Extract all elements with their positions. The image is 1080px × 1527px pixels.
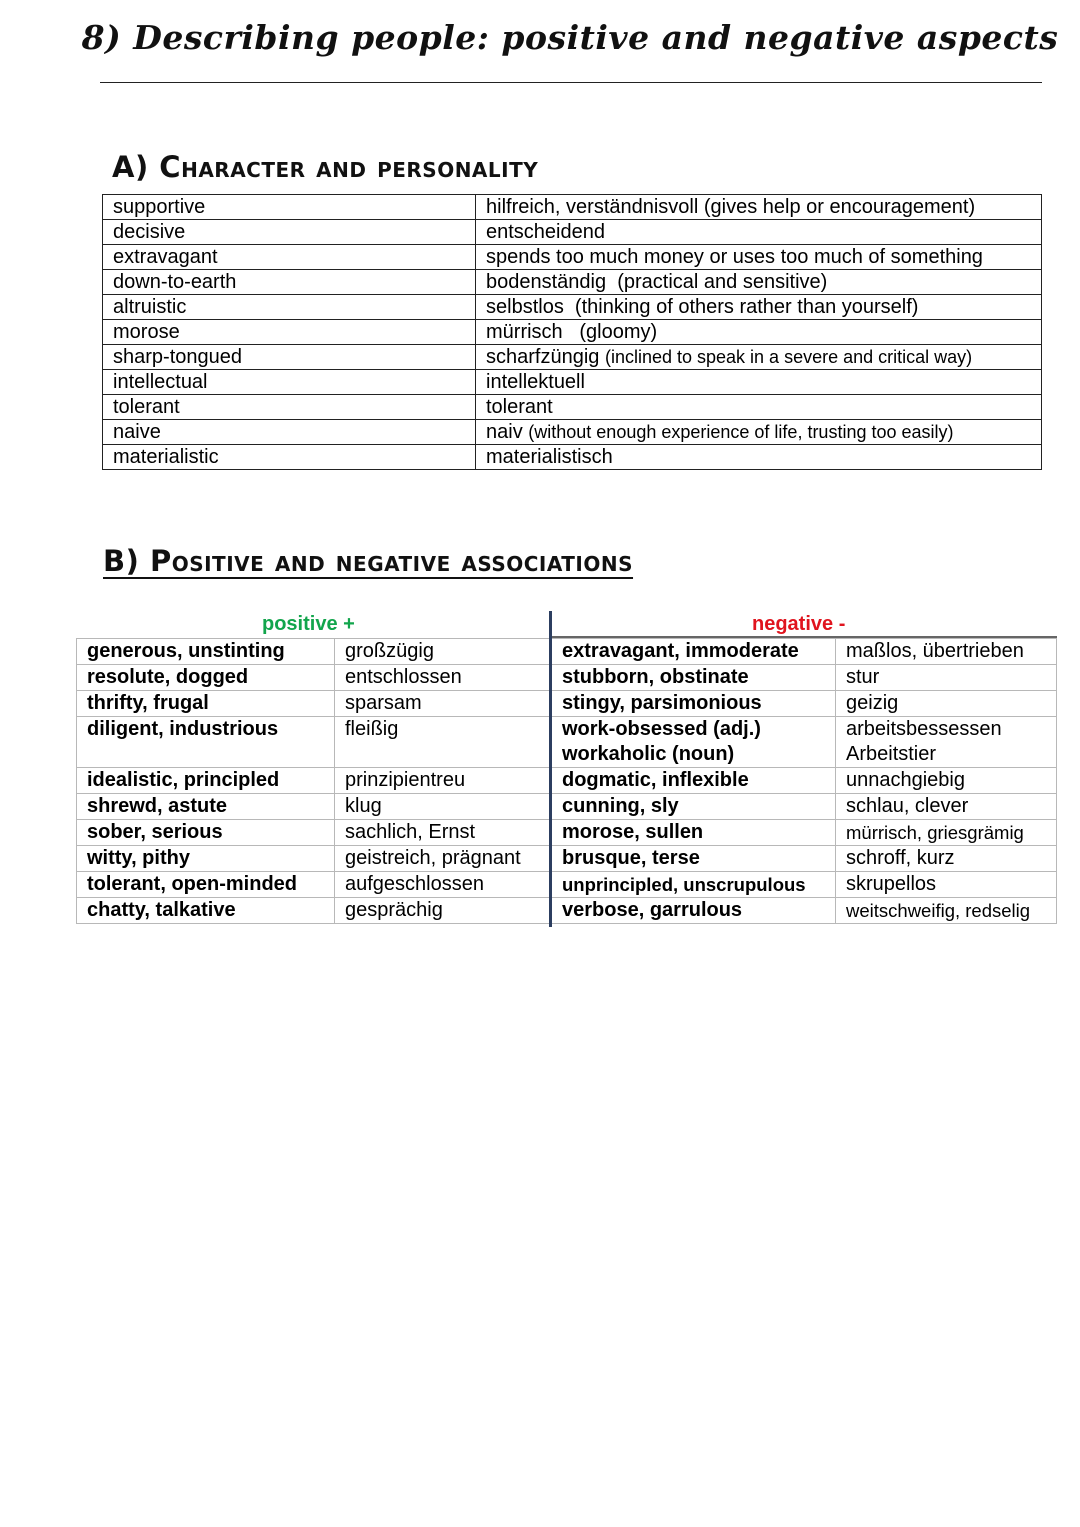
section-b-heading: B) Positive and negative associations xyxy=(103,544,634,578)
positive-german-cell-text: fleißig xyxy=(345,718,399,740)
section-a-heading: A) Character and personality xyxy=(112,150,539,184)
negative-german-cell-text: stur xyxy=(846,666,880,688)
positive-german-cell xyxy=(335,665,552,691)
table-row xyxy=(77,794,1057,820)
positive-english-cell xyxy=(77,768,335,794)
table-row xyxy=(77,665,1057,691)
meaning-text: intellektuell xyxy=(486,371,585,393)
negative-german-cell xyxy=(836,665,1057,691)
meaning-cell xyxy=(476,420,1042,445)
meaning-text: entscheidend xyxy=(486,221,605,243)
positive-english-cell-text: chatty, talkative xyxy=(87,899,236,921)
positive-english-cell-text: resolute, dogged xyxy=(87,666,249,688)
positive-german-cell xyxy=(335,820,552,846)
positive-english-cell xyxy=(77,820,335,846)
meaning-cell xyxy=(476,295,1042,320)
table-row xyxy=(103,270,1042,295)
negative-english-cell-text: dogmatic, inflexible xyxy=(562,769,749,791)
positive-english-cell-text: generous, unstinting xyxy=(87,640,285,662)
character-personality-table xyxy=(102,194,1042,470)
negative-german-cell xyxy=(836,794,1057,820)
negative-german-cell xyxy=(836,639,1057,665)
negative-german-cell xyxy=(836,898,1057,924)
meaning-cell xyxy=(476,195,1042,220)
negative-german-cell-text: arbeitsbessessen xyxy=(846,718,1002,740)
negative-english-cell-text-2: workaholic (noun) xyxy=(562,743,735,765)
negative-english-cell xyxy=(552,794,836,820)
positive-english-cell xyxy=(77,717,335,768)
positive-german-cell xyxy=(335,898,552,924)
table-row xyxy=(103,220,1042,245)
table-row xyxy=(103,370,1042,395)
positive-german-cell-text: sparsam xyxy=(345,692,422,714)
negative-english-cell xyxy=(552,717,836,768)
negative-english-cell-text: stingy, parsimonious xyxy=(562,692,762,714)
negative-german-cell-text: unnachgiebig xyxy=(846,769,965,791)
term-cell: morose xyxy=(103,320,476,345)
table-row xyxy=(77,768,1057,794)
table-row xyxy=(103,420,1042,445)
table-row xyxy=(103,345,1042,370)
positive-german-cell xyxy=(335,846,552,872)
negative-german-cell-text: weitschweifig, redselig xyxy=(846,900,1031,921)
positive-german-cell-text: großzügig xyxy=(345,640,434,662)
negative-german-cell-text: mürrisch, griesgrämig xyxy=(846,822,1024,843)
table-row xyxy=(103,245,1042,270)
positive-german-cell-text: prinzipientreu xyxy=(345,769,466,791)
positive-english-cell-text: sober, serious xyxy=(87,821,223,843)
negative-german-cell-text: geizig xyxy=(846,692,899,714)
positive-column-label: positive + xyxy=(262,613,355,635)
negative-english-cell-text: brusque, terse xyxy=(562,847,700,869)
negative-german-cell-text: skrupellos xyxy=(846,873,937,895)
table-row xyxy=(103,445,1042,470)
table-row xyxy=(77,639,1057,665)
negative-german-cell-text: maßlos, übertrieben xyxy=(846,640,1024,662)
meaning-cell xyxy=(476,220,1042,245)
table-row xyxy=(103,320,1042,345)
negative-german-cell xyxy=(836,691,1057,717)
positive-german-cell xyxy=(335,639,552,665)
term-cell: tolerant xyxy=(103,395,476,420)
negative-english-cell-text: verbose, garrulous xyxy=(562,899,743,921)
term-cell: decisive xyxy=(103,220,476,245)
table-row xyxy=(77,717,1057,768)
term-cell: materialistic xyxy=(103,445,476,470)
meaning-cell xyxy=(476,270,1042,295)
negative-english-cell-text: cunning, sly xyxy=(562,795,679,817)
table-row xyxy=(77,898,1057,924)
meaning-text: hilfreich, verständnisvoll (gives help or encouragement) xyxy=(486,196,976,218)
meaning-note: (inclined to speak in a severe and critical way) xyxy=(604,347,973,367)
negative-german-cell xyxy=(836,820,1057,846)
negative-english-cell xyxy=(552,639,836,665)
term-cell: supportive xyxy=(103,195,476,220)
table-row xyxy=(77,820,1057,846)
positive-german-cell xyxy=(335,691,552,717)
meaning-cell xyxy=(476,370,1042,395)
positive-english-cell xyxy=(77,898,335,924)
positive-english-cell xyxy=(77,665,335,691)
negative-english-cell xyxy=(552,898,836,924)
negative-english-cell-text: morose, sullen xyxy=(562,821,704,843)
negative-german-cell-text: schroff, kurz xyxy=(846,847,955,869)
meaning-text: bodenständig (practical and sensitive) xyxy=(486,271,828,293)
negative-english-cell-text: work-obsessed (adj.) xyxy=(562,718,761,740)
meaning-cell xyxy=(476,320,1042,345)
term-cell: down-to-earth xyxy=(103,270,476,295)
meaning-note: (without enough experience of life, trusting too easily) xyxy=(528,422,954,442)
positive-english-cell-text: witty, pithy xyxy=(87,847,190,869)
positive-english-cell xyxy=(77,794,335,820)
negative-english-cell-text: unprincipled, unscrupulous xyxy=(562,874,806,895)
positive-english-cell-text: idealistic, principled xyxy=(87,769,280,791)
page-title: 8) Describing people: positive and negative aspects xyxy=(81,18,1059,57)
negative-english-cell-text: stubborn, obstinate xyxy=(562,666,749,688)
positive-english-cell xyxy=(77,691,335,717)
negative-english-cell xyxy=(552,820,836,846)
term-cell: altruistic xyxy=(103,295,476,320)
term-cell: sharp-tongued xyxy=(103,345,476,370)
table-row xyxy=(77,846,1057,872)
negative-german-cell xyxy=(836,717,1057,768)
negative-english-cell-text: extravagant, immoderate xyxy=(562,640,799,662)
meaning-text: selbstlos (thinking of others rather than yourself) xyxy=(486,296,919,318)
table-row xyxy=(77,872,1057,898)
positive-english-cell-text: thrifty, frugal xyxy=(87,692,209,714)
meaning-text: tolerant xyxy=(486,396,553,418)
positive-english-cell xyxy=(77,639,335,665)
positive-german-cell-text: klug xyxy=(345,795,382,817)
positive-english-cell-text: diligent, industrious xyxy=(87,718,279,740)
negative-german-cell-text: schlau, clever xyxy=(846,795,969,817)
meaning-cell xyxy=(476,395,1042,420)
meaning-text: naiv xyxy=(486,421,523,443)
meaning-text: spends too much money or uses too much of something xyxy=(486,246,983,268)
negative-german-cell xyxy=(836,768,1057,794)
positive-german-cell-text: aufgeschlossen xyxy=(345,873,484,895)
table-row xyxy=(103,395,1042,420)
negative-english-cell xyxy=(552,846,836,872)
table-row xyxy=(103,295,1042,320)
meaning-text: materialistisch xyxy=(486,446,613,468)
positive-english-cell-text: shrewd, astute xyxy=(87,795,228,817)
positive-german-cell-text: entschlossen xyxy=(345,666,462,688)
negative-german-cell-text-2: Arbeitstier xyxy=(846,743,937,765)
negative-english-cell xyxy=(552,872,836,898)
negative-english-cell xyxy=(552,768,836,794)
positive-german-cell-text: gesprächig xyxy=(345,899,443,921)
meaning-cell xyxy=(476,445,1042,470)
positive-german-cell xyxy=(335,717,552,768)
title-underline xyxy=(100,82,1042,83)
table-row xyxy=(103,195,1042,220)
positive-german-cell-text: geistreich, prägnant xyxy=(345,847,521,869)
term-cell: naive xyxy=(103,420,476,445)
positive-german-cell-text: sachlich, Ernst xyxy=(345,821,476,843)
negative-german-cell xyxy=(836,846,1057,872)
positive-english-cell-text: tolerant, open-minded xyxy=(87,873,297,895)
term-cell: extravagant xyxy=(103,245,476,270)
term-cell: intellectual xyxy=(103,370,476,395)
table-row xyxy=(77,691,1057,717)
positive-english-cell xyxy=(77,846,335,872)
positive-german-cell xyxy=(335,872,552,898)
center-divider xyxy=(549,611,552,927)
negative-english-cell xyxy=(552,691,836,717)
negative-english-cell xyxy=(552,665,836,691)
positive-english-cell xyxy=(77,872,335,898)
meaning-cell xyxy=(476,245,1042,270)
meaning-cell xyxy=(476,345,1042,370)
associations-table xyxy=(76,638,1057,924)
meaning-text: scharfzüngig xyxy=(486,346,600,368)
meaning-text: mürrisch (gloomy) xyxy=(486,321,658,343)
positive-german-cell xyxy=(335,794,552,820)
negative-column-label: negative - xyxy=(752,613,846,635)
negative-german-cell xyxy=(836,872,1057,898)
positive-german-cell xyxy=(335,768,552,794)
